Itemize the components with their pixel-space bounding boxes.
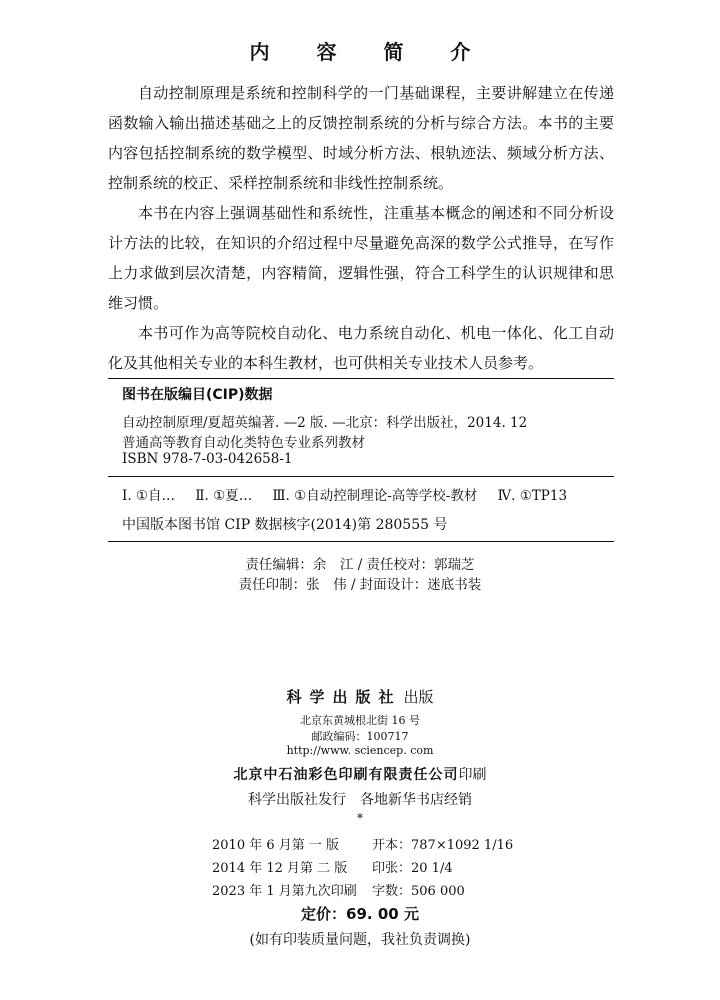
- cip-top-rule: [108, 378, 614, 379]
- edition-date: 2010 年 6 月第 一 版: [212, 838, 340, 853]
- edition-spec: 开本：787×1092 1/16: [372, 838, 514, 853]
- edition-row: [212, 880, 465, 899]
- edition-date: 2014 年 12 月第 二 版: [212, 861, 348, 876]
- summary-paragraph: 本书在内容上强调基础性和系统性，注重基本概念的阐述和不同分析设计方法的比较，在知识的介绍过程中尽量避免高深的数学公式推导，在写作上力求做到层次清楚，内容精简，逻辑性强，符合工科学生的认识规律和思维习惯。: [108, 204, 614, 312]
- summary-paragraph: 自动控制原理是系统和控制科学的一门基础课程，主要讲解建立在传递函数输入输出描述基础之上的反馈控制系统的分析与综合方法。本书的主要内容包括控制系统的数学模型、时域分析方法、根轨迹法、频域分析方法、控制系统的校正、采样控制系统和非线性控制系统。: [108, 84, 614, 192]
- cip-number: 中国版本图书馆 CIP 数据核字(2014)第 280555 号: [122, 517, 448, 533]
- cip-class-item: Ⅰ. ①自…: [122, 488, 176, 504]
- printer-suffix: 印刷: [458, 767, 487, 783]
- publisher-address: 北京东黄城根北街 16 号: [300, 714, 420, 727]
- cip-class-item: Ⅲ. ①自动控制理论-高等学校-教材: [272, 488, 478, 504]
- cip-mid-rule: [108, 476, 614, 477]
- cip-classification: [122, 484, 583, 504]
- cip-isbn: ISBN 978-7-03-042658-1: [122, 451, 293, 467]
- cip-bibliographic: 自动控制原理/夏超英编著. —2 版. —北京：科学出版社，2014. 12: [122, 415, 528, 431]
- publisher-suffix: 出版: [403, 688, 434, 706]
- cip-heading: 图书在版编目(CIP)数据: [122, 387, 273, 403]
- edition-row: [212, 834, 513, 853]
- cip-bottom-rule: [108, 541, 614, 542]
- summary-title: 内 容 简 介: [249, 40, 491, 64]
- edition-row: [212, 857, 453, 876]
- edition-date: 2023 年 1 月第九次印刷: [212, 884, 357, 899]
- publisher-line: [0, 686, 720, 707]
- edition-spec: 字数：506 000: [372, 884, 465, 899]
- printer-line: [0, 764, 720, 784]
- cip-class-item: Ⅱ. ①夏…: [195, 488, 253, 504]
- summary-paragraph: 本书可作为高等院校自动化、电力系统自动化、机电一体化、化工自动化及其他相关专业的本科生教材，也可供相关专业技术人员参考。: [108, 324, 614, 372]
- staff-credits-1: 责任编辑：余 江 / 责任校对：郭瑞芝: [245, 557, 475, 573]
- quality-note: (如有印装质量问题，我社负责调换): [249, 932, 471, 948]
- summary-body: [108, 78, 614, 378]
- edition-spec: 印张：20 1/4: [372, 861, 453, 876]
- distribution: 科学出版社发行 各地新华书店经销: [248, 792, 472, 808]
- staff-credits-2: 责任印制：张 伟 / 封面设计：迷底书装: [238, 577, 482, 593]
- price: 定价：69. 00 元: [301, 905, 419, 923]
- cip-class-item: Ⅳ. ①TP13: [497, 488, 568, 504]
- separator-star: *: [357, 811, 363, 825]
- publisher-name: 科学出版社: [286, 688, 402, 706]
- printer-name: 北京中石油彩色印刷有限责任公司: [233, 767, 459, 783]
- cip-series: 普通高等教育自动化类特色专业系列教材: [122, 435, 365, 451]
- publisher-website: http://www. sciencep. com: [286, 744, 434, 757]
- publisher-postcode: 邮政编码：100717: [311, 730, 409, 743]
